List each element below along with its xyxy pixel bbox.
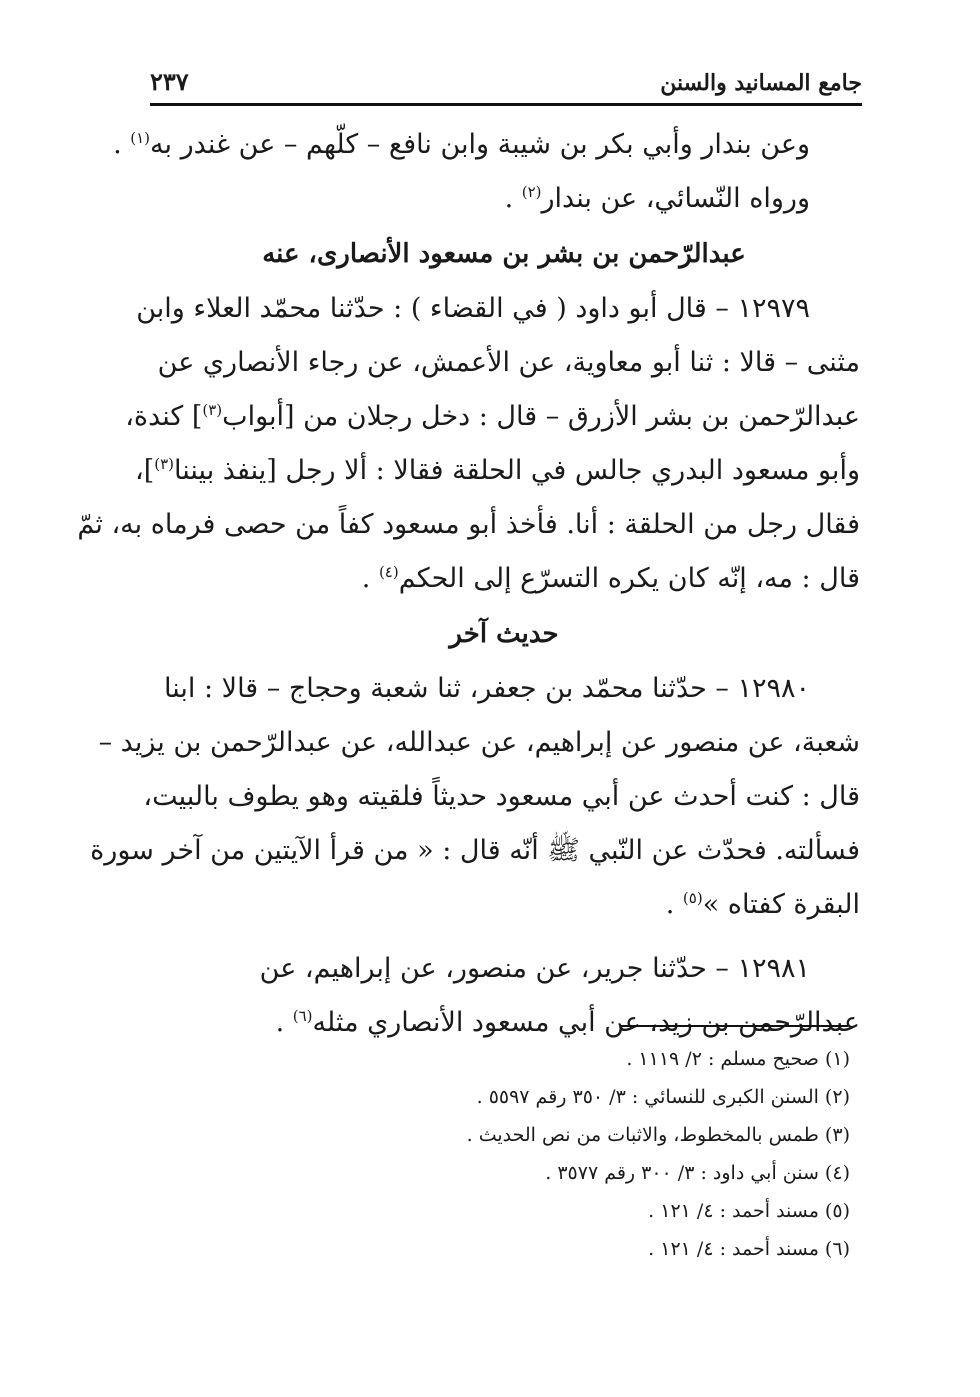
section-heading: عبدالرّحمن بن بشر بن مسعود الأنصارى، عنه bbox=[262, 239, 746, 269]
paragraph-gap bbox=[148, 932, 860, 942]
footnote: (١) صحيح مسلم : ٢/ ١١١٩ . bbox=[626, 1048, 850, 1070]
text-line: فسألته. فحدّث عن النّبي ﷺ أنّه قال : « من قرأ الآيتين من آخر سورة bbox=[90, 835, 860, 866]
footnote: (٥) مسند أحمد : ٤/ ١٢١ . bbox=[648, 1200, 850, 1222]
text-line: فقال رجل من الحلقة : أنا. فأخذ أبو مسعود كفاً من حصى فرماه به، ثمّ bbox=[77, 509, 860, 540]
text-line bbox=[125, 390, 860, 444]
text-span: ورواه النّسائي، عن بندار bbox=[541, 183, 810, 214]
text-span: وأبو مسعود البدري جالس في الحلقة فقالا : ألا رجل [ينفذ بيننا bbox=[174, 455, 860, 486]
text-line bbox=[135, 444, 860, 498]
footnote: (٣) طمس بالمخطوط، والاثبات من نص الحديث . bbox=[466, 1124, 850, 1146]
footnote-ref: (٤) bbox=[378, 563, 399, 581]
text-line: ١٢٩٧٩ – قال أبو داود ( في القضاء ) : حدّثنا محمّد العلاء وابن bbox=[136, 293, 810, 324]
page-number: ٢٣٧ bbox=[150, 67, 189, 96]
footnote: (٦) مسند أحمد : ٤/ ١٢١ . bbox=[648, 1238, 850, 1260]
text-line bbox=[113, 118, 860, 172]
footnote-ref: (٢) bbox=[521, 183, 542, 201]
text-span: . bbox=[361, 563, 379, 594]
running-title: جامع المسانيد والسنن bbox=[660, 70, 862, 96]
text-span: عبدالرّحمن بن بشر الأزرق – قال : دخل رجلان من [أبواب bbox=[222, 401, 860, 432]
footnote-separator bbox=[620, 1025, 848, 1027]
page-header bbox=[150, 50, 862, 96]
text-span: . bbox=[275, 1007, 293, 1038]
text-line: مثنى – قالا : ثنا أبو معاوية، عن الأعمش، عن رجاء الأنصاري عن bbox=[157, 347, 860, 378]
text-span: قال : مه، إنّه كان يكره التسرّع إلى الحكم bbox=[398, 563, 860, 594]
main-text bbox=[77, 118, 860, 1050]
text-span: . bbox=[665, 889, 683, 920]
text-line bbox=[148, 878, 860, 932]
text-span: وعن بندار وأبي بكر بن شيبة وابن نافع – كلّهم – عن غندر به bbox=[150, 129, 810, 160]
text-span: ]، bbox=[135, 455, 155, 486]
footnote-ref: (٣) bbox=[154, 455, 175, 473]
section-heading: حديث آخر bbox=[449, 619, 559, 649]
text-span: عبدالرّحمن بن زيد، عن أبي مسعود الأنصاري مثله bbox=[312, 1007, 860, 1038]
footnote: (٤) سنن أبي داود : ٣/ ٣٠٠ رقم ٣٥٧٧ . bbox=[545, 1162, 850, 1184]
text-span: . bbox=[504, 183, 522, 214]
text-line: ١٢٩٨١ – حدّثنا جرير، عن منصور، عن إبراهيم، عن bbox=[259, 953, 810, 984]
text-line: ١٢٩٨٠ – حدّثنا محمّد بن جعفر، ثنا شعبة وحجاج – قالا : ابنا bbox=[164, 673, 810, 704]
footnote-ref: (٦) bbox=[292, 1007, 313, 1025]
footnote-ref: (١) bbox=[130, 129, 151, 147]
footnote-ref: (٣) bbox=[202, 401, 223, 419]
text-span: البقرة كفتاه » bbox=[702, 889, 860, 920]
text-span: . bbox=[113, 129, 131, 160]
footnote: (٢) السنن الكبرى للنسائي : ٣/ ٣٥٠ رقم ٥٥٩٧ . bbox=[476, 1086, 850, 1108]
text-line bbox=[148, 552, 860, 606]
text-span: ] كندة، bbox=[125, 401, 203, 432]
header-rule bbox=[150, 103, 862, 106]
text-line: قال : كنت أحدث عن أبي مسعود حديثاً فلقيته وهو يطوف بالبيت، bbox=[143, 781, 860, 812]
footnote-ref: (٥) bbox=[682, 889, 703, 907]
footnotes bbox=[148, 1040, 850, 1268]
text-line: شعبة، عن منصور عن إبراهيم، عن عبدالله، عن عبدالرّحمن بن يزيد – bbox=[98, 727, 860, 758]
text-line bbox=[148, 172, 860, 226]
